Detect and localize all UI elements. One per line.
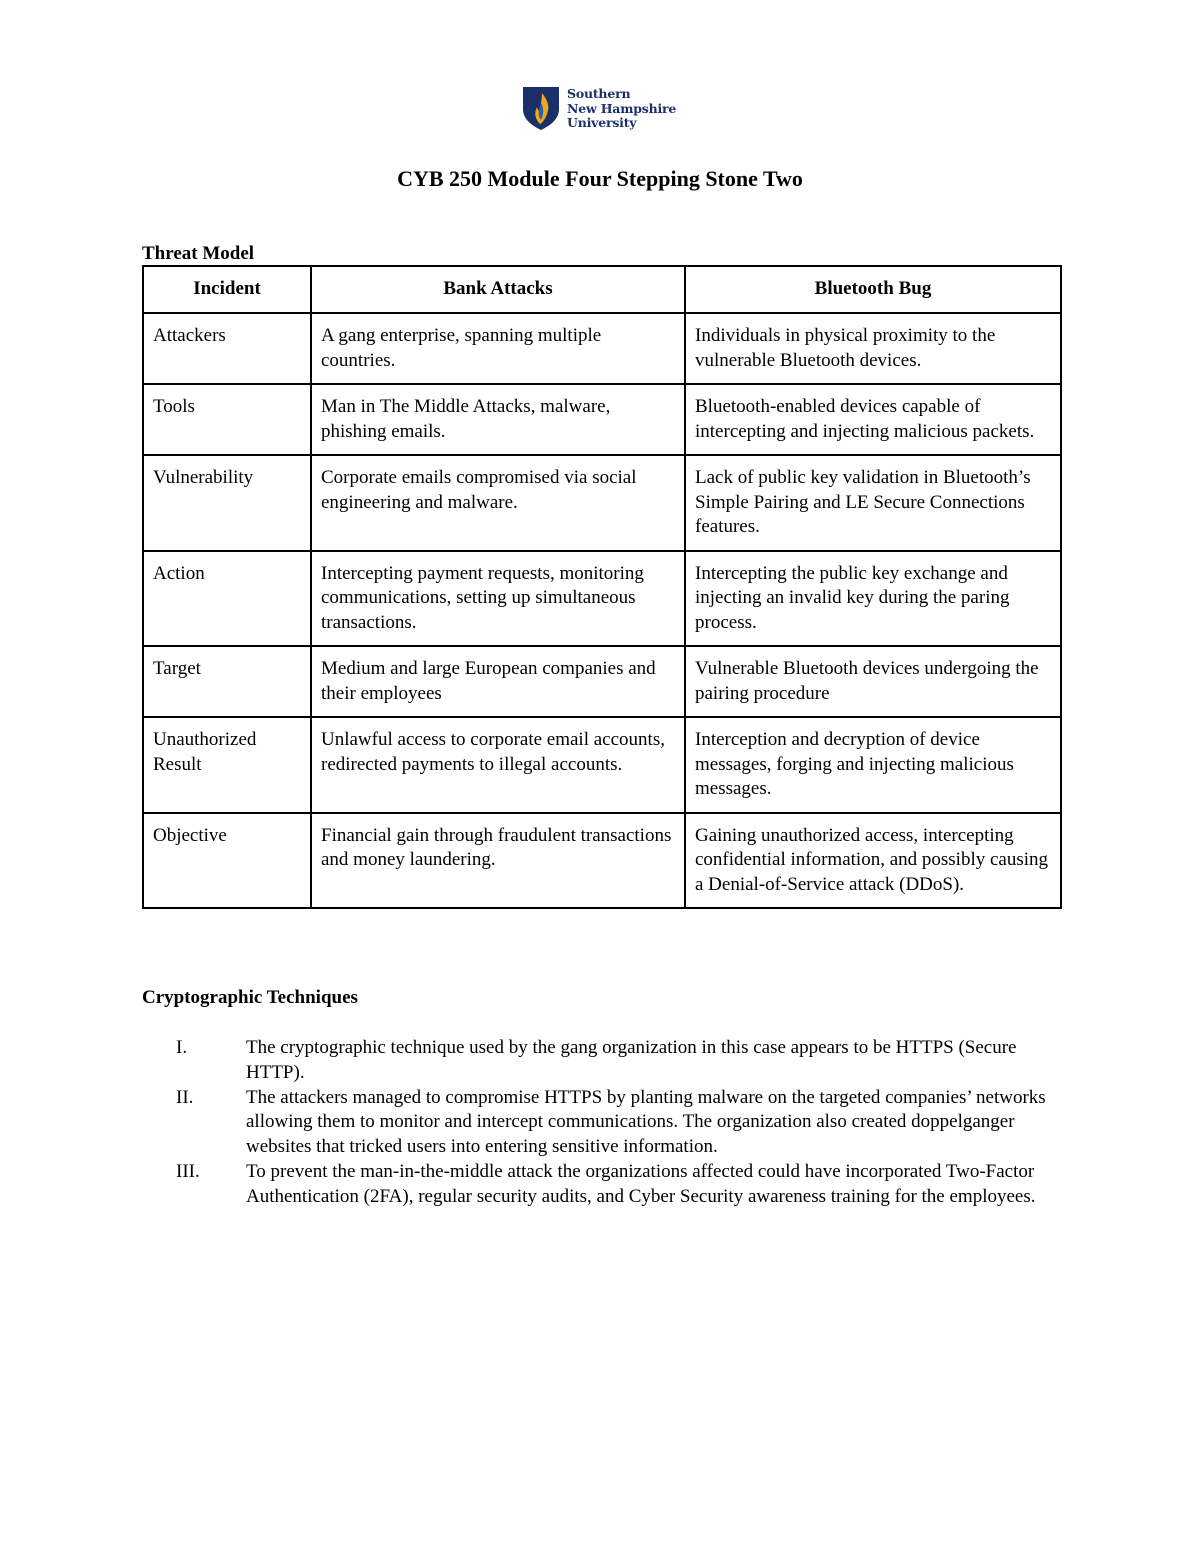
- bank-cell: Intercepting payment requests, monitoring communications, setting up simultaneous transactions.: [311, 551, 685, 647]
- row-label: Objective: [143, 813, 311, 909]
- row-label: Attackers: [143, 313, 311, 384]
- bluetooth-cell: Intercepting the public key exchange and injecting an invalid key during the paring process.: [685, 551, 1061, 647]
- bluetooth-cell: Bluetooth-enabled devices capable of intercepting and injecting malicious packets.: [685, 384, 1061, 455]
- bank-cell: Unlawful access to corporate email accounts, redirected payments to illegal accounts.: [311, 717, 685, 813]
- table-row: [143, 313, 1061, 384]
- shield-icon: [521, 85, 561, 131]
- list-numeral: II.: [176, 1086, 194, 1108]
- logo-line-1: Southern: [567, 86, 631, 101]
- snhu-logo: [521, 85, 691, 133]
- cryptographic-techniques-heading: Cryptographic Techniques: [142, 987, 358, 1008]
- list-item: [142, 1036, 1062, 1086]
- logo-line-2: New Hampshire: [567, 100, 677, 116]
- header-bank-attacks: Bank Attacks: [311, 266, 685, 313]
- bank-cell: Medium and large European companies and their employees: [311, 646, 685, 717]
- document-title: CYB 250 Module Four Stepping Stone Two: [397, 166, 803, 191]
- header-incident: Incident: [143, 266, 311, 313]
- row-label: Target: [143, 646, 311, 717]
- bank-cell: Corporate emails compromised via social engineering and malware.: [311, 455, 685, 551]
- bluetooth-cell: Lack of public key validation in Bluetooth’s Simple Pairing and LE Secure Connections features.: [685, 455, 1061, 551]
- row-label: Unauthorized Result: [143, 717, 311, 813]
- bank-cell: Man in The Middle Attacks, malware, phishing emails.: [311, 384, 685, 455]
- list-item-text: The attackers managed to compromise HTTPS by planting malware on the targeted companies’ networks allowing them to monitor and intercept communications. The organization also created doppelganger websites that tricked users into entering sensitive information.: [246, 1086, 1046, 1158]
- list-item: [142, 1086, 1062, 1160]
- table-row: [143, 813, 1061, 909]
- table-row: [143, 384, 1061, 455]
- row-label: Action: [143, 551, 311, 647]
- logo-line-3: University: [567, 115, 637, 130]
- bank-cell: A gang enterprise, spanning multiple countries.: [311, 313, 685, 384]
- threat-model-table: [142, 265, 1062, 909]
- table-row: [143, 455, 1061, 551]
- bluetooth-cell: Individuals in physical proximity to the vulnerable Bluetooth devices.: [685, 313, 1061, 384]
- list-numeral: I.: [176, 1037, 188, 1058]
- header-bluetooth-bug: Bluetooth Bug: [685, 266, 1061, 313]
- bluetooth-cell: Vulnerable Bluetooth devices undergoing the pairing procedure: [685, 646, 1061, 717]
- table-header-row: [143, 266, 1061, 313]
- row-label: Tools: [143, 384, 311, 455]
- bank-cell: Financial gain through fraudulent transactions and money laundering.: [311, 813, 685, 909]
- table-row: [143, 551, 1061, 647]
- bluetooth-cell: Interception and decryption of device messages, forging and injecting malicious messages.: [685, 717, 1061, 813]
- list-item-text: The cryptographic technique used by the gang organization in this case appears to be HTTPS (Secure HTTP).: [246, 1037, 1017, 1083]
- threat-model-heading: Threat Model: [142, 243, 255, 264]
- logo-wordmark: [567, 87, 676, 131]
- table-row: [143, 717, 1061, 813]
- bluetooth-cell: Gaining unauthorized access, intercepting confidential information, and possibly causing a Denial-of-Service attack (DDoS).: [685, 813, 1061, 909]
- list-numeral: III.: [176, 1160, 200, 1182]
- list-item: [142, 1160, 1062, 1210]
- crypto-list: [142, 1036, 1062, 1210]
- row-label: Vulnerability: [143, 455, 311, 551]
- list-item-text: To prevent the man-in-the-middle attack the organizations affected could have incorporated Two-Factor Authentication (2FA), regular security audits, and Cyber Security awareness training for the employees.: [246, 1160, 1036, 1207]
- table-row: [143, 646, 1061, 717]
